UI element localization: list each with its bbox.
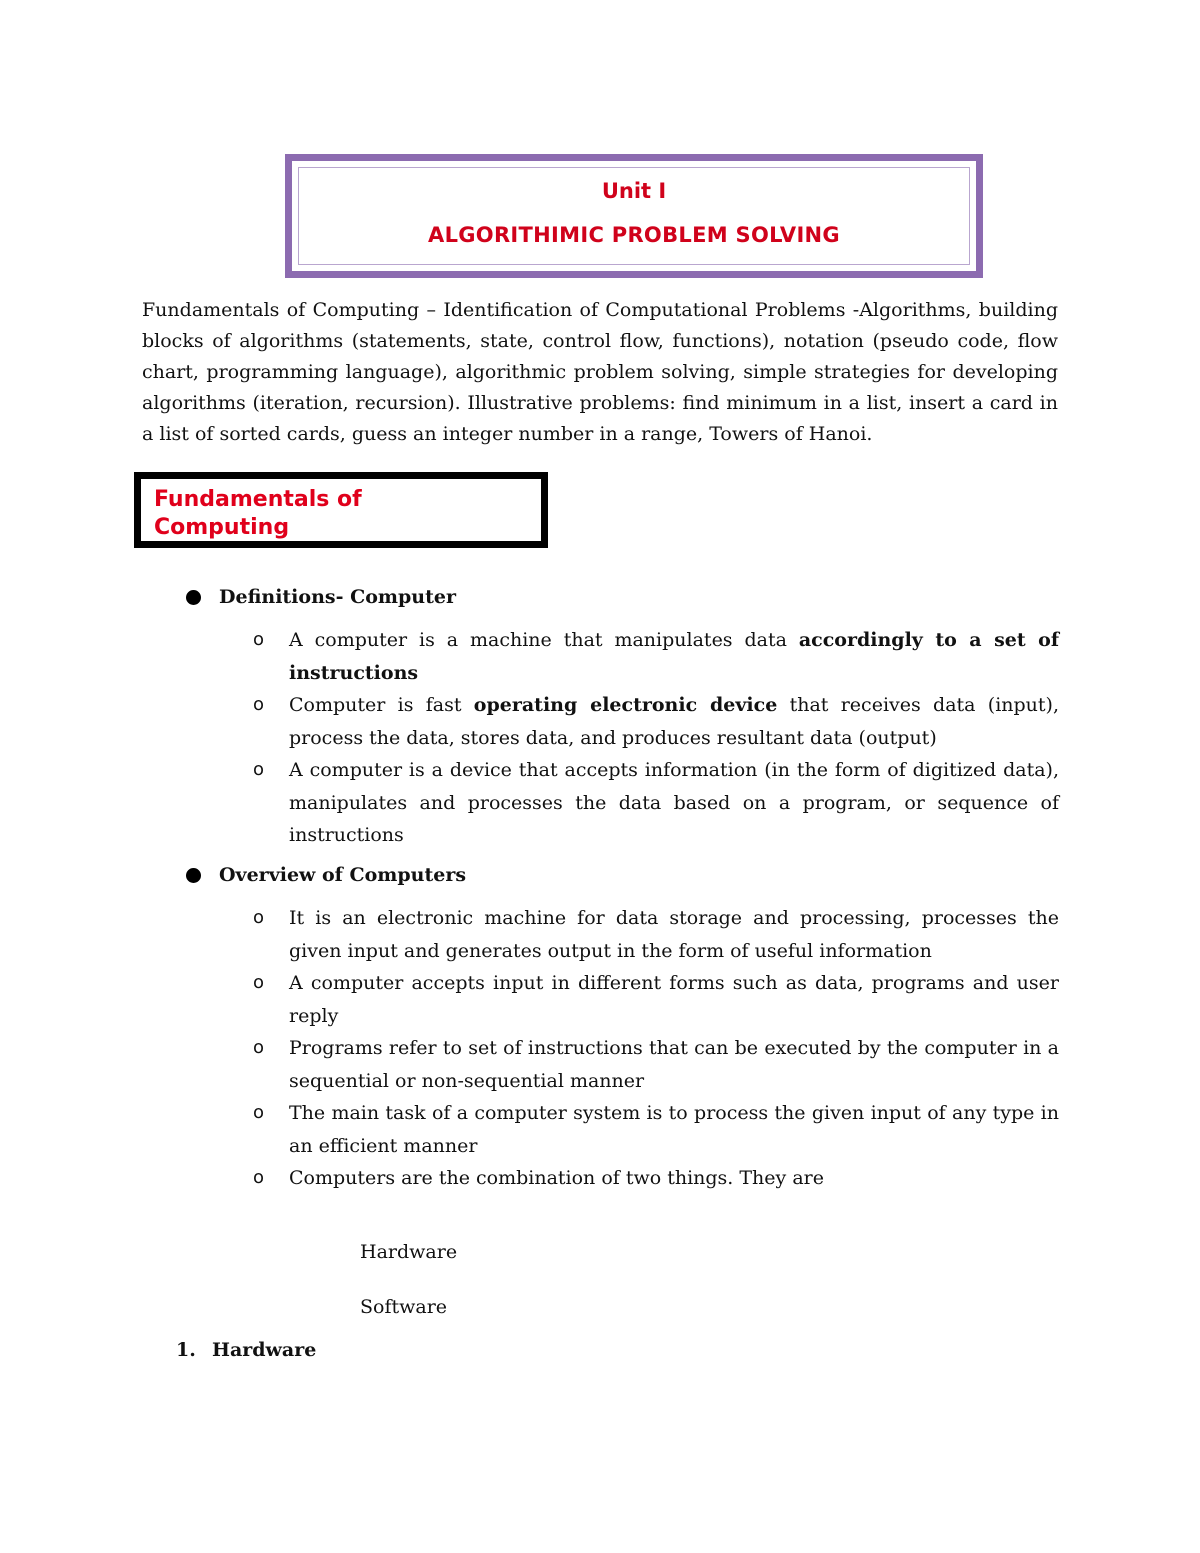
bullet-overview-label: Overview of Computers (219, 864, 467, 886)
section-title-box (134, 472, 548, 548)
circle-bullet-icon: o (253, 1102, 265, 1123)
section-title: Fundamentals of Computing (154, 487, 362, 540)
unit-label: Unit I (601, 179, 667, 203)
list-item (253, 1162, 1059, 1195)
circle-bullet-icon: o (253, 972, 265, 993)
overview-text: Programs refer to set of instructions that can be executed by the computer in a sequential or non-sequential manner (289, 1037, 1059, 1092)
list-item (253, 1097, 1059, 1162)
thing-hardware: Hardware (360, 1241, 458, 1263)
list-item (253, 754, 1059, 852)
definition-bold-text: operating electronic device (473, 694, 778, 716)
definition-text: A computer is a machine that manipulates data (289, 629, 799, 651)
definition-text: A computer is a device that accepts information (in the form of digitized data), manipulates and processes the data based on a program, or sequence of instructions (289, 759, 1059, 846)
overview-text: It is an electronic machine for data storage and processing, processes the given input and generates output in the form of useful information (289, 907, 1059, 962)
circle-bullet-icon: o (253, 907, 265, 928)
circle-bullet-icon: o (253, 629, 265, 650)
bullet-dot-icon (186, 590, 201, 605)
overview-text: The main task of a computer system is to process the given input of any type in an efficient manner (289, 1102, 1059, 1157)
bullet-definitions-label: Definitions- Computer (219, 586, 456, 608)
definitions-list (253, 624, 1059, 852)
syllabus-paragraph: Fundamentals of Computing – Identification of Computational Problems -Algorithms, building blocks of algorithms (statements, state, control flow, functions), notation (pseudo code, flow chart, programming language), algorithmic problem solving, simple strategies for developing algorithms (iteration, recursion). Illustrative problems: find minimum in a list, insert a card in a list of sorted cards, guess an integer number in a range, Towers of Hanoi. (142, 299, 1058, 445)
definition-text-tail: that receives data (input), process the data, stores data, and produces resultant data (output) (289, 694, 1059, 749)
list-item (253, 689, 1059, 754)
list-item (253, 902, 1059, 967)
definition-text: Computer is fast (289, 694, 474, 716)
circle-bullet-icon: o (253, 694, 265, 715)
circle-bullet-icon: o (253, 1167, 265, 1188)
definition-bold-text: accordingly to a set of instructions (289, 629, 1059, 684)
circle-bullet-icon: o (253, 759, 265, 780)
heading-number: 1. (176, 1339, 196, 1361)
unit-title-box (285, 154, 983, 278)
overview-list (253, 902, 1059, 1195)
overview-text: Computers are the combination of two things. They are (289, 1167, 824, 1189)
thing-software: Software (360, 1296, 448, 1318)
overview-text: A computer accepts input in different forms such as data, programs and user reply (289, 972, 1059, 1027)
list-item (253, 1032, 1059, 1097)
bullet-dot-icon (186, 868, 201, 883)
circle-bullet-icon: o (253, 1037, 265, 1058)
list-item (253, 967, 1059, 1032)
list-item (253, 624, 1059, 689)
unit-heading: ALGORITHIMIC PROBLEM SOLVING (428, 223, 840, 247)
heading-label: Hardware (212, 1339, 317, 1361)
numbered-heading-hardware (176, 1337, 316, 1363)
